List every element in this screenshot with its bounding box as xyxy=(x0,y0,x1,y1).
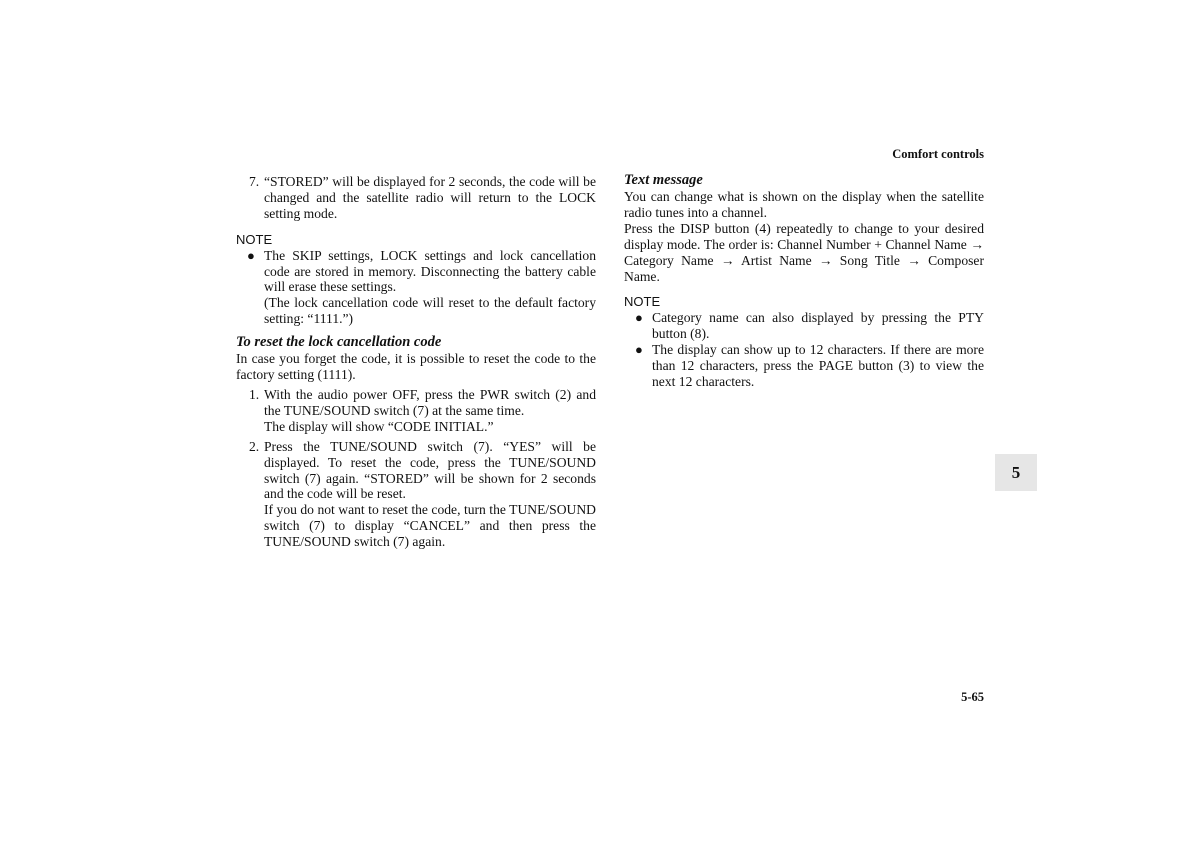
left-column xyxy=(236,174,596,550)
paragraph: In case you forget the code, it is possible to reset the code to the factory setting (1111). xyxy=(236,351,596,383)
note-bullet xyxy=(624,310,984,342)
note-label: NOTE xyxy=(624,294,661,310)
section-header: Comfort controls xyxy=(892,147,984,161)
list-text: “STORED” will be displayed for 2 seconds, the code will be changed and the satellite radio will return to the LOCK setting mode. xyxy=(264,174,596,221)
bullet-extra: (The lock cancellation code will reset to the default factory setting: “1111.”) xyxy=(264,295,596,327)
bullet-icon: ● xyxy=(635,310,643,326)
paragraph: Press the DISP button (4) repeatedly to change to your desired display mode. The order is: Channel Number + Channel Name → Category Name → Artist Name → Song Title → Composer Name. xyxy=(624,220,984,284)
list-text: With the audio power OFF, press the PWR switch (2) and the TUNE/SOUND switch (7) at the same time. xyxy=(264,386,596,418)
bullet-icon: ● xyxy=(635,342,643,358)
right-column xyxy=(624,172,984,390)
list-extra: The display will show “CODE INITIAL.” xyxy=(264,418,494,434)
bullet-icon: ● xyxy=(247,247,255,263)
paragraph: You can change what is shown on the display when the satellite radio tunes into a channel. xyxy=(624,189,984,220)
bullet-text: The SKIP settings, LOCK settings and lock cancellation code are stored in memory. Disconnecting the battery cable will erase these settings. xyxy=(264,247,596,295)
list-text: Press the TUNE/SOUND switch (7). “YES” will be displayed. To reset the code, press the TUNE/SOUND switch (7) again. “STORED” will be shown for 2 seconds and the code will be reset. xyxy=(264,438,596,502)
list-number: 2. xyxy=(249,438,260,454)
note-bullet xyxy=(624,342,984,390)
section-heading: Text message xyxy=(624,172,703,188)
list-item xyxy=(236,439,596,550)
chapter-tab: 5 xyxy=(995,454,1037,491)
list-item xyxy=(236,387,596,435)
list-item xyxy=(236,174,596,222)
list-extra: If you do not want to reset the code, turn the TUNE/SOUND switch (7) to display “CANCEL” and then press the TUNE/SOUND switch (7) again. xyxy=(264,502,596,550)
list-number: 1. xyxy=(249,386,260,402)
page-number: 5-65 xyxy=(961,690,984,704)
note-bullet xyxy=(236,248,596,328)
section-heading: To reset the lock cancellation code xyxy=(236,334,442,351)
bullet-text: The display can show up to 12 characters. If there are more than 12 characters, press the PAGE button (3) to view the next 12 characters. xyxy=(652,342,984,389)
list-number: 7. xyxy=(249,174,260,189)
note-label: NOTE xyxy=(236,231,273,247)
bullet-text: Category name can also displayed by pressing the PTY button (8). xyxy=(652,310,984,342)
